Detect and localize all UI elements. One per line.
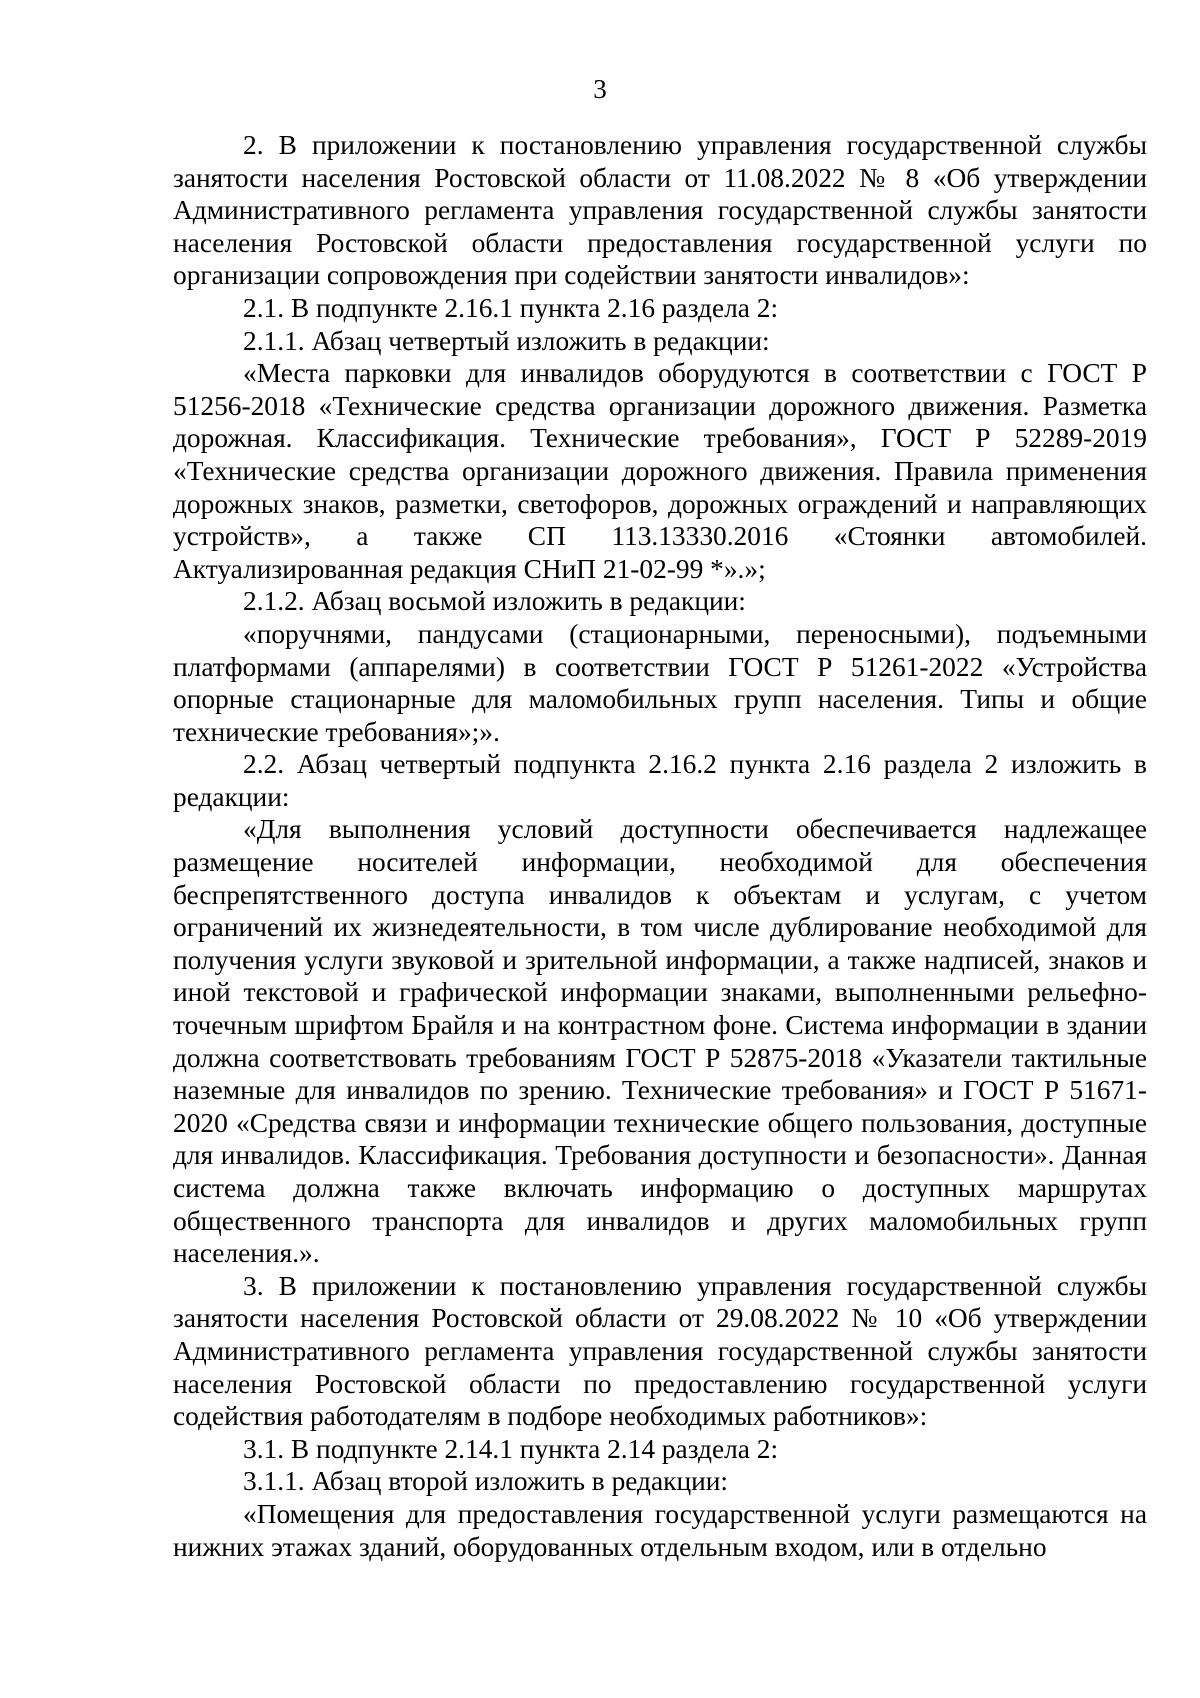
paragraph-2: 2. В приложении к постановлению управления государственной службы занятости населения Ростовской области от 11.08.2022 № 8 «Об утверждении Административного регламента управления государственной службы занятости населения Ростовской области предоставления государственной услуги по организации сопровождения при содействии занятости инвалидов»:	[173, 130, 1147, 291]
paragraph-handrails-quote: «поручнями, пандусами (стационарными, переносными), подъемными платформами (аппарелями) в соответствии ГОСТ Р 51261-2022 «Устройства опорные стационарные для маломобильных групп населения. Типы и общие технические требования»;».	[173, 618, 1147, 747]
paragraph-3: 3. В приложении к постановлению управления государственной службы занятости населения Ростовской области от 29.08.2022 № 10 «Об утверждении Административного регламента управления государственной службы занятости населения Ростовской области по предоставлению государственной услуги содействия работодателям в подборе необходимых работников»:	[173, 1270, 1147, 1432]
paragraph-parking-quote: «Места парковки для инвалидов оборудуются в соответствии с ГОСТ Р 51256-2018 «Технические средства организации дорожного движения. Разметка дорожная. Классификация. Технические требования», ГОСТ Р 52289-2019 «Технические средства организации дорожного движения. Правила применения дорожных знаков, разметки, светофоров, дорожных ограждений и направляющих устройств», а также СП 113.13330.2016 «Стоянки автомобилей. Актуализированная редакция СНиП 21-02-99 *».»;	[173, 358, 1147, 584]
paragraph-2-2: 2.2. Абзац четвертый подпункта 2.16.2 пункта 2.16 раздела 2 изложить в редакции:	[173, 749, 1147, 812]
paragraph-3-1-1: 3.1.1. Абзац второй изложить в редакции:	[243, 1466, 729, 1497]
paragraph-3-1: 3.1. В подпункте 2.14.1 пункта 2.14 раздела 2:	[243, 1433, 779, 1464]
paragraph-2-1: 2.1. В подпункте 2.16.1 пункта 2.16 раздела 2:	[243, 292, 779, 323]
document-body	[173, 129, 1147, 1563]
page-number: 3	[593, 74, 607, 104]
paragraph-premises-quote: «Помещения для предоставления государственной услуги размещаются на нижних этажах зданий, оборудованных отдельным входом, или в отдельно	[173, 1498, 1147, 1562]
paragraph-2-1-1: 2.1.1. Абзац четвертый изложить в редакции:	[243, 325, 770, 356]
paragraph-accessibility-quote: «Для выполнения условий доступности обеспечивается надлежащее размещение носителей информации, необходимой для обеспечения беспрепятственного доступа инвалидов к объектам и услугам, с учетом ограничений их жизнедеятельности, в том числе дублирование необходимой для получения услуги звуковой и зрительной информации, а также надписей, знаков и иной текстовой и графической информации знаками, выполненными рельефно-точечным шрифтом Брайля и на контрастном фоне. Система информации в здании должна соответствовать требованиям ГОСТ Р 52875-2018 «Указатели тактильные наземные для инвалидов по зрению. Технические требования» и ГОСТ Р 51671-2020 «Средства связи и информации технические общего пользования, доступные для инвалидов. Классификация. Требования доступности и безопасности». Данная система должна также включать информацию о доступных маршрутах общественного транспорта для инвалидов и других маломобильных групп населения.».	[173, 814, 1147, 1269]
paragraph-2-1-2: 2.1.2. Абзац восьмой изложить в редакции:	[243, 586, 746, 617]
